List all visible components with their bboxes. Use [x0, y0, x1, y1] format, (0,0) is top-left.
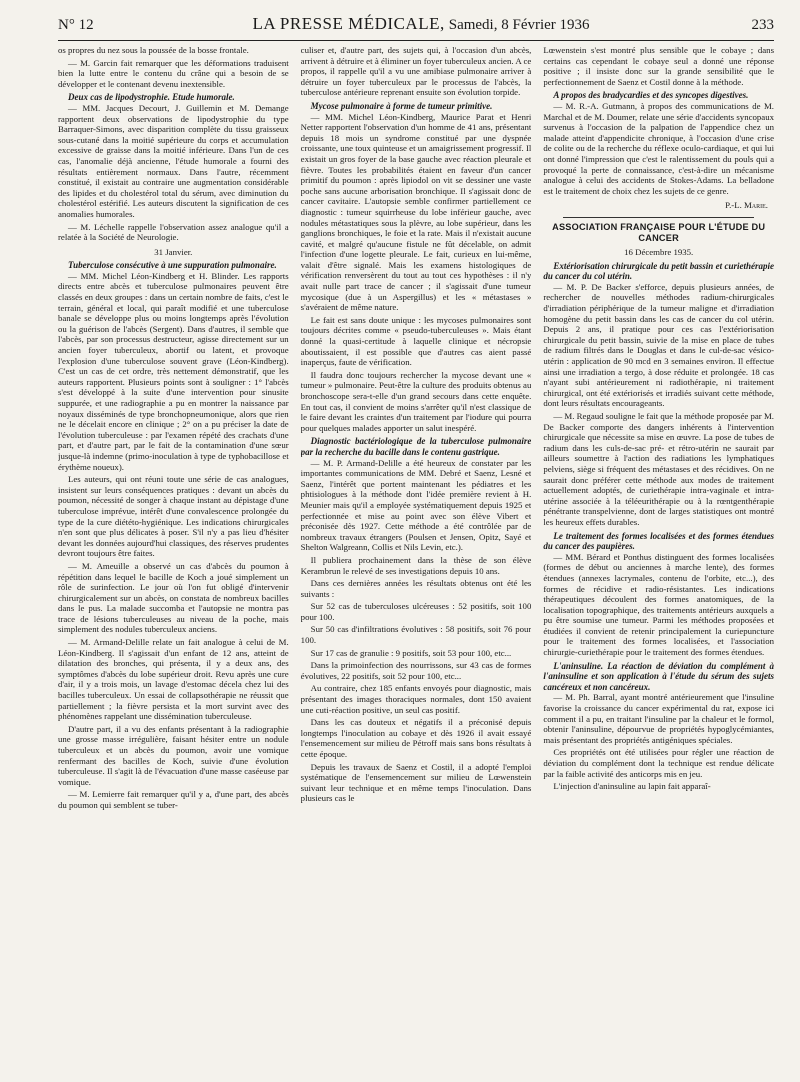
- issue-date: Samedi, 8 Février 1936: [448, 17, 590, 33]
- paragraph: — M. R.-A. Gutmann, à propos des communications de M. Marchal et de M. Doumer, relate une série d'accidents syncopaux survenus à l'occasion de la palpation de l'appendice chez un malade atteint d'appendicite chronique, à l'occasion d'une crise de colite ou de la recherche du réflexe oculo-cardiaque, et qui lui ont donné l'impression que c'est le ralentissement du pouls qui a provoqué la perte de connaissance, c'est-à-dire un mécanisme analogue à celui des accidents de Stokes-Adams. La belladone est le traitement de choix chez les sujets de ce genre.: [543, 100, 774, 196]
- paragraph: culiser et, d'autre part, des sujets qui, à l'occasion d'un abcès, arrivent à détruire et à éliminer un foyer tuberculeux ancien. A ce propos, il rappelle qu'il a vu une amibiase pulmonaire arriver à détruire un foyer tuberculeux par le processus de l'abcès, la tuberculose antérieure reprenant ensuite son évolution torpide.: [300, 45, 532, 98]
- session-date: 16 Décembre 1935.: [624, 247, 694, 258]
- paragraph: — MM. Michel Léon-Kindberg, Maurice Parat et Henri Netter rapportent l'observation d'un homme de 41 ans, présentant depuis 18 mois un syndrome constitué par une dyspnée croissante, une toux quinteuse et un amaigrissement progressif. Il existait un gros foyer de la base gauche avec réaction pleurale et fièvre. Toutes les probabilités étaient en faveur d'un cancer primitif du poumon : après lipiodol on vit se dessiner une vaste poche sans aucune arborisation bronchique. Il s'agissait donc de cancer cavitaire. L'autopsie semble confirmer partiellement ce diagnostic : tumeur squirrheuse du lobe inférieur gauche, avec nodules métastatiques sous la plèvre, au lobe supérieur, dans les ganglions bronchiques, le foie et la rate. Mais il n'existait aucune cavité, et malgré qu'aucune fistule ne fût décelable, on admit l'infection d'une logette pleurale. Le fait, curieux en lui-même, valait d'être signalé. Mais les examens histologiques de vérification renversèrent du tout au tout ces hypothèses : il n'y avait nulle part trace de cancer ; il s'agissait d'une tumeur mycosique (due à un Aspergillus) et les « métastases » s'avéraient de même nature.: [300, 111, 532, 313]
- paragraph: Sur 17 cas de granulie : 9 positifs, soit 53 pour 100, etc...: [310, 647, 512, 658]
- paragraph: — M. P. De Backer s'efforce, depuis plusieurs années, de rechercher de nouvelles méthodes radium-chirurgicales d'irradiation périphérique de la tumeur maligne et d'irradiation homogène du petit bassin dans les cas de cancer du col utérin. Depuis 2 ans, il pratique pour ces cas l'extériorisation chirurgicale du petit bassin, suivie de la mise en place de tubes de radium filtrés dans le Douglas et dans le cul-de-sac vésico-utérin : application de 90 mcd en 3 semaines environ. Il effectue ainsi une irradiation a tergo, à dose réduite et prolongée. 18 cas n'ayant subi antérieurement ni radiothérapie, ni traitement chirurgical, ont été extériorisés et irradiés suivant cette méthode, dont leurs résultats encourageants.: [543, 281, 774, 409]
- paragraph: Les auteurs, qui ont réuni toute une série de cas analogues, insistent sur leurs conséquences pratiques : devant un abcès du poumon, nécessité de songer à chaque instant au dépistage d'une tuberculose imprévue, intérêt d'une convalescence prolongée du type de la cure diététo-hygiénique. Les indications chirurgicales n'en sont que plus délicates à poser. S'il n'y a pas lieu d'hésiter devant les données aujourd'hui classiques, des réserves prudentes devront toujours être faites.: [58, 474, 289, 559]
- paragraph: L'injection d'aninsuline au lapin fait apparaî-: [553, 781, 711, 792]
- article-heading: Le traitement des formes localisées et des formes étendues du cancer des paupières.: [543, 530, 774, 552]
- paragraph: — M. Armand-Delille relate un fait analogue à celui de M. Léon-Kindberg. Il s'agissait d'un enfant de 12 ans, atteint de dilatation des bronches, qui présenta, il y a deux ans, des symptômes d'abcès du lobe supérieur droit. Revu après une cure d'air, il y a trois mois, un lavage d'estomac décela chez lui des bacilles tuberculeux. Un essai de collapsothérapie ne réussit que partiellement ; la fièvre persista et la mort survint avec des phénomènes rappelant une dissémination tuberculeuse.: [58, 637, 289, 722]
- journal-title: [128, 14, 714, 34]
- column-1: [58, 45, 289, 1075]
- paragraph: Dans ces dernières années les résultats obtenus ont été les suivants :: [300, 578, 532, 599]
- paragraph: Ces propriétés ont été utilisées pour régler une réaction de déviation du complément dont la technique est rendue délicate par la faible activité des anticorps mis en jeu.: [543, 747, 774, 779]
- paragraph: — M. Ameuille a observé un cas d'abcès du poumon à répétition dans lequel le bacille de Koch a joué simplement un rôle de surinfection. Le jour où l'on fut obligé d'intervenir chirurgicalement sur un abcès, on constata de nombreux bacilles dans le pus. La malade succomba et l'autopsie ne montra pas trace de lésions tuberculeuses au niveau de la poche, mais simplement des nodules tuberculeux anciens.: [58, 560, 289, 635]
- society-heading: ASSOCIATION FRANÇAISE POUR L'ÉTUDE DU CANCER: [552, 221, 766, 243]
- paragraph: Depuis les travaux de Saenz et Costil, il a adopté l'emploi systématique de l'ensemencement sur milieu de Lœwenstein suivant leur technique et en même temps l'inoculation. Dans plusieurs cas le: [300, 761, 532, 804]
- paragraph: Dans la primoinfection des nourrissons, sur 43 cas de formes évolutives, 22 positifs, soit 52 pour 100, etc...: [300, 660, 532, 681]
- column-3: [543, 45, 774, 1075]
- paragraph: — M. Lemierre fait remarquer qu'il y a, d'une part, des abcès du poumon qui semblent se tuber-: [58, 789, 289, 810]
- article-heading: L'aninsuline. La réaction de déviation du complément à l'aninsuline et son application à l'étude du sérum des sujets cancéreux et non cancéreux.: [543, 660, 774, 692]
- paragraph: Sur 50 cas d'infiltrations évolutives : 58 positifs, soit 76 pour 100.: [300, 624, 532, 646]
- paragraph: — M. Garcin fait remarquer que les déformations traduisent bien la lutte entre le contenu du crâne qui a besoin de se développer et le contenant devenu inextensible.: [58, 57, 289, 89]
- paragraph: Sur 52 cas de tuberculoses ulcéreuses : 52 positifs, soit 100 pour 100.: [300, 601, 532, 622]
- session-date: 31 Janvier.: [154, 246, 193, 257]
- columns: [58, 45, 774, 1075]
- article-heading: Diagnostic bactériologique de la tuberculose pulmonaire par la recherche du bacille dans le contenu gastrique.: [300, 436, 532, 457]
- paragraph: os propres du nez sous la poussée de la bosse frontale.: [58, 45, 249, 55]
- paragraph: — MM. Jacques Decourt, J. Guillemin et M. Demange rapportent deux observations de lipodystrophie du type Barraquer-Simons, avec disparition complète du tissu graisseux sous-cutané dans la moitié supérieure du corps et accumulation excessive de graisse dans la moitié inférieure. Dans l'un de ces cas, l'anomalie déjà ancienne, l'étude humorale a fourni des résultats entièrement normaux. Dans l'autre, récemment constitué, il existait au contraire une augmentation considérable des lipides et du cholestérol total du sérum, avec diminution du cholestérol estérifié. Les auteurs discutent la signification de ces anomalies humorales.: [58, 102, 289, 219]
- paragraph: Lœwenstein s'est montré plus sensible que le cobaye ; dans certains cas cependant le cobaye seul a donné une réponse positive ; il insiste donc sur la grande sensibilité que le perfectionnement de Saenz et Costil donne à la méthode.: [543, 45, 774, 87]
- column-2: [301, 45, 532, 1075]
- article-heading: Mycose pulmonaire à forme de tumeur primitive.: [310, 100, 493, 111]
- article-heading: Extériorisation chirurgicale du petit bassin et curiethérapie du cancer du col utérin.: [543, 260, 774, 282]
- paragraph: Au contraire, chez 185 enfants envoyés pour diagnostic, mais présentant des images thoraciques normales, dont 150 avaient une cuti-réaction positive, un seul cas positif.: [300, 683, 532, 715]
- paragraph: Il publiera prochainement dans la thèse de son élève Kerambrun le relevé de ses investigations depuis 10 ans.: [300, 554, 532, 576]
- issue-number: N° 12: [58, 17, 94, 33]
- paragraph: — M. Regaud souligne le fait que la méthode proposée par M. De Backer comporte des dangers inhérents à l'intervention chirurgicale que nécessite sa mise en œuvre. La pose de tubes de radium dans les culs-de-sac pré- et rétro-utérin ne saurait par ailleurs soumettre à l'action des radiations les lymphatiques pelviens, siège si fréquent des métastases et des récidives. On ne saurait donc préférer cette méthode aux modes de traitement actuellement adoptés, de curiethérapie intra-vaginale et intra-utérine associée à la téléeurithérapie ou à la rœntgenthérapie pénétrante transpelvienne, dont de larges statistiques ont montré les heureux effets durables.: [543, 411, 774, 527]
- paragraph: — M. P. Armand-Delille a été heureux de constater par les importantes communications de MM. Debré et Saenz, Lesné et Saenz, l'intérêt que portent maintenant les pédiatres et les phtisiologues à la méthode dont l'idée première revient à H. Meunier mais qu'il a employée systématiquement depuis 1925 et perfectionnée et mise au point avec son élève Vibert et préconisée dès 1927. Cette méthode a été contrôlée par de nombreux travaux étrangers (Poulsen et Jensen, Opitz, Sayé et Shelton Walgreann, Collis et Nils Levin, etc.).: [300, 457, 532, 553]
- masthead: [58, 14, 774, 41]
- paragraph: — M. Léchelle rappelle l'observation assez analogue qu'il a relatée à la Société de Neurologie.: [58, 221, 289, 243]
- paragraph: — MM. Michel Léon-Kindberg et H. Blinder. Les rapports directs entre abcès et tuberculose pulmonaires peuvent être classés en deux groupes : dans un certain nombre de faits, c'est le terrain, général et local, qui paraît modifié et une tuberculose banale se développe plus ou moins longtemps après l'évolution ou la guérison de l'abcès (Sergent). Dans d'autres, il semble que l'abcès, par son processus destructeur, agisse directement sur un ancien foyer tuberculeux, abortif ou latent, et provoque l'explosion d'une tuberculose souvent grave (Léon-Kindberg). C'est un cas de cet ordre, très nettement démonstratif, que les auteurs rapportent. Plusieurs points sont à souligner : 1° l'abcès s'est développé à la suite d'une intervention pour sinusite suppurée, et une radiographie a pu en montrer la naissance par noyaux disséminés de type bronchopneumonique, alors que rien ne le décelait encore en clinique ; 2° on a pu préciser la date de l'évolution tuberculeuse : par l'examen répété des crachats d'une part, et d'autre part, par le fait de la contamination d'une sœur jusque-là indemne (primo-inoculation à type de typhobacillose et érythème noueux).: [58, 270, 289, 472]
- paragraph: D'autre part, il a vu des enfants présentant à la radiographie une grosse masse irrégulière, faisant hésiter entre un nodule tuberculeux et un abcès du poumon, avoir une vomique renfermant des bacilles de Koch, suivie d'une évolution tuberculeuse. Il s'agit là de l'évacuation d'une masse caséeuse par vomique.: [58, 723, 289, 787]
- paragraph: — M. Ph. Barral, ayant montré antérieurement que l'insuline favorise la croissance du cancer expérimental du rat, expose ici comment il a pu, en traitant l'insuline par la chaleur et le formol, obtenir l'aninsuline, dépourvue de propriétés hypoglycémiantes, mais présentant des propriétés antigéniques spéciales.: [543, 692, 774, 745]
- paragraph: Le fait est sans doute unique : les mycoses pulmonaires sont toujours décrites comme « pseudo-tuberculeuses ». Mais étant donné la quasi-certitude à laquelle clinique et nécropsie aboutissaient, il est possible que d'autres cas aient passé inaperçus, faute de vérification.: [300, 314, 532, 368]
- author-signature: P.-L. Marie.: [725, 200, 769, 211]
- paragraph: Il faudra donc toujours rechercher la mycose devant une « tumeur » pulmonaire. Peut-être la culture des produits obtenus au bronchoscope sera-t-elle d'un grand secours dans cette enquête. En tout cas, il convient de moins s'arrêter qu'il n'est classique de le faire devant les craintes d'un traitement par l'iodure qui pourra pour quelques malades apporter un salut inespéré.: [300, 369, 532, 433]
- paragraph: — MM. Bérard et Ponthus distinguent des formes localisées (formes de début ou anciennes à marche lente), des formes étendues (annexes lacrymales, contenu de l'orbite, etc...), des formes de récidive et radio-résistantes. Les indications thérapeutiques découlent des formes anatomiques, de la localisation topographique, des traitements antérieurs auxquels a pu être soumise une tumeur. Parmi les méthodes proposées et étudiées il convient de retenir principalement la curiepuncture pour le traitement des formes localisées, et l'association chirurgie-curiethérapie pour le traitement des formes étendues.: [543, 551, 774, 658]
- divider: [563, 217, 754, 218]
- article-heading: A propos des bradycardies et des syncopes digestives.: [553, 90, 749, 101]
- paragraph: Dans les cas douteux et négatifs il a préconisé depuis longtemps l'inoculation au cobaye et dès 1926 il avait essayé l'ensemencement sur milieu de Pétroff mais sans bons résultats à cette époque.: [300, 717, 532, 759]
- page-number: 233: [751, 17, 774, 33]
- journal-name: LA PRESSE MÉDICALE,: [252, 14, 445, 33]
- article-heading: Tuberculose consécutive à une suppuration pulmonaire.: [68, 260, 277, 271]
- article-heading: Deux cas de lipodystrophie. Etude humorale.: [68, 92, 235, 103]
